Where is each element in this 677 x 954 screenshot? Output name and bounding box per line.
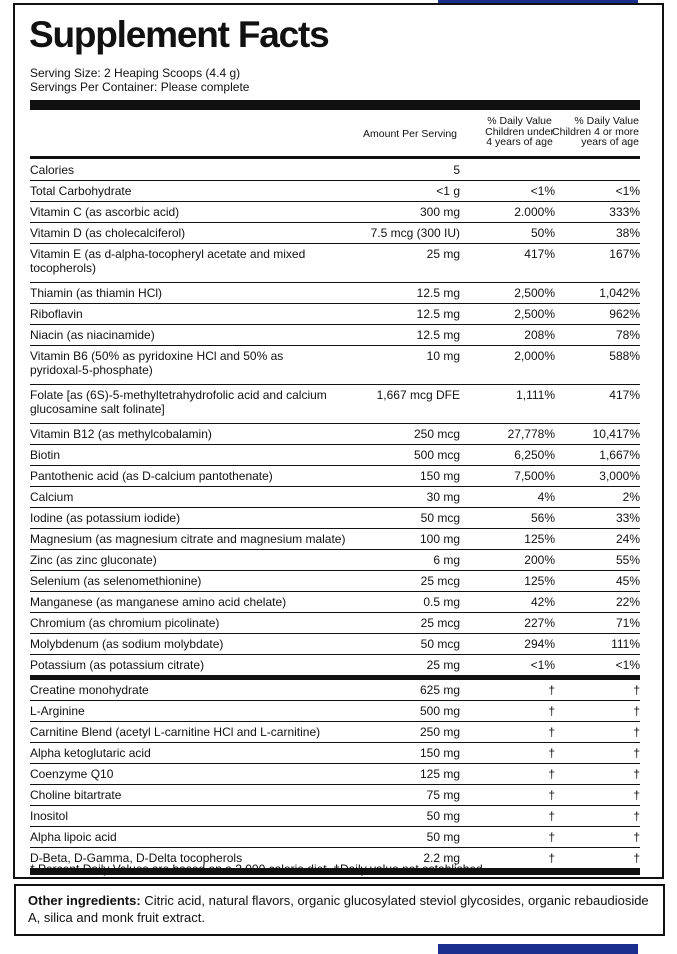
dv-4-plus-value: <1% bbox=[615, 658, 640, 672]
dv-under-4-value: † bbox=[548, 683, 555, 697]
dv-under-4-value: 125% bbox=[524, 532, 555, 546]
nutrient-name bbox=[30, 469, 273, 483]
nutrient-amount: 25 mg bbox=[426, 658, 460, 672]
nutrient-row bbox=[30, 160, 640, 180]
nutrient-amount: 75 mg bbox=[426, 788, 460, 802]
nutrient-name bbox=[30, 307, 83, 321]
nutrient-amount: 500 mcg bbox=[413, 448, 460, 462]
nutrient-amount: 25 mcg bbox=[420, 616, 460, 630]
nutrient-amount: 250 mg bbox=[419, 725, 460, 739]
nutrient-name-line: Vitamin C (as ascorbic acid) bbox=[30, 205, 180, 219]
nutrient-amount: 7.5 mcg (300 IU) bbox=[370, 226, 460, 240]
nutrient-name bbox=[30, 725, 320, 739]
nutrient-name bbox=[30, 658, 204, 672]
nutrient-name-line: Manganese (as manganese amino acid chelate) bbox=[30, 595, 287, 609]
nutrient-row bbox=[30, 613, 640, 633]
nutrient-name-line: Chromium (as chromium picolinate) bbox=[30, 616, 220, 630]
nutrient-name-line: Biotin bbox=[30, 448, 61, 462]
other-ingredients-box bbox=[14, 884, 665, 936]
dv-under-4-value: † bbox=[548, 704, 555, 718]
dv-under-4-value: 227% bbox=[524, 616, 555, 630]
nutrient-amount: 50 mcg bbox=[420, 637, 460, 651]
dv-under-4-value: 42% bbox=[530, 595, 555, 609]
nutrient-name-line: Calcium bbox=[30, 490, 74, 504]
dv-4-plus-value: 33% bbox=[615, 511, 640, 525]
dv-4-plus-value: 1,042% bbox=[599, 286, 640, 300]
nutrient-row bbox=[30, 743, 640, 763]
dv-4-plus-value: † bbox=[633, 767, 640, 781]
nutrient-name bbox=[30, 788, 121, 802]
servings-per-container: Servings Per Container: Please complete bbox=[30, 80, 250, 94]
nutrient-row bbox=[30, 244, 640, 282]
nutrient-name-line: Calories bbox=[30, 163, 75, 177]
dv-under-4-value: 27,778% bbox=[507, 427, 555, 441]
nutrient-name-line: Total Carbohydrate bbox=[30, 184, 132, 198]
nutrient-name bbox=[30, 830, 117, 844]
dv-under-4-header-line: % Daily Value bbox=[487, 115, 552, 127]
nutrient-name bbox=[30, 448, 60, 462]
dv-under-4-value: † bbox=[548, 788, 555, 802]
dv-4-plus-value: 1,667% bbox=[599, 448, 640, 462]
nutrient-name bbox=[30, 226, 185, 240]
dv-4-plus-value: 588% bbox=[609, 349, 640, 363]
nutrient-name bbox=[30, 683, 149, 697]
nutrient-name-line: Folate [as (6S)-5-methyltetrahydrofolic acid and calcium bbox=[30, 388, 327, 402]
dv-4-plus-value: 2% bbox=[622, 490, 640, 504]
nutrient-name-line: L-Arginine bbox=[30, 704, 85, 718]
nutrient-name bbox=[30, 511, 180, 525]
nutrient-amount: 12.5 mg bbox=[416, 328, 460, 342]
nutrient-name-line: Alpha ketoglutaric acid bbox=[30, 746, 151, 760]
nutrient-name-line: Inositol bbox=[30, 809, 69, 823]
nutrient-amount: 5 bbox=[453, 163, 460, 177]
dv-under-4-value: 2.000% bbox=[514, 205, 555, 219]
nutrient-name-line: Vitamin B6 (50% as pyridoxine HCl and 50% as bbox=[30, 349, 284, 363]
nutrient-name bbox=[30, 328, 155, 342]
dv-4-plus-value: 55% bbox=[615, 553, 640, 567]
dv-4-plus-value: <1% bbox=[615, 184, 640, 198]
nutrient-row bbox=[30, 304, 640, 324]
dv-4-plus-value: 10,417% bbox=[592, 427, 640, 441]
header-thick-divider bbox=[30, 100, 640, 110]
dv-4-plus-value: † bbox=[633, 746, 640, 760]
dv-4-plus-value: 22% bbox=[615, 595, 640, 609]
nutrient-name-line: Vitamin D (as cholecalciferol) bbox=[30, 226, 186, 240]
nutrient-name-line: Creatine monohydrate bbox=[30, 683, 149, 697]
nutrient-amount: 30 mg bbox=[426, 490, 460, 504]
nutrient-name bbox=[30, 574, 201, 588]
nutrient-name-line: Potassium (as potassium citrate) bbox=[30, 658, 205, 672]
nutrient-amount: 6 mg bbox=[433, 553, 460, 567]
nutrient-row bbox=[30, 634, 640, 654]
column-header-divider bbox=[30, 156, 640, 159]
nutrient-name bbox=[30, 746, 151, 760]
nutrient-name bbox=[30, 490, 73, 504]
nutrient-row bbox=[30, 785, 640, 805]
dv-under-4-value: † bbox=[548, 851, 555, 865]
dv-4-plus-value: 71% bbox=[615, 616, 640, 630]
daily-value-footnote: * Percent Daily Values are based on a 2,000 calorie diet. †Daily value not established. bbox=[30, 862, 487, 876]
nutrient-row bbox=[30, 346, 640, 384]
dv-4-plus-value: 167% bbox=[609, 247, 640, 261]
dv-under-4-value: <1% bbox=[530, 658, 555, 672]
dv-under-4-value: 1,111% bbox=[516, 388, 555, 402]
nutrient-name bbox=[30, 595, 286, 609]
nutrient-name-line: Iodine (as potassium iodide) bbox=[30, 511, 181, 525]
nutrient-amount: 150 mg bbox=[419, 469, 460, 483]
dv-4-plus-value: 45% bbox=[615, 574, 640, 588]
dv-under-4-value: 417% bbox=[524, 247, 555, 261]
dv-under-4-value: 200% bbox=[524, 553, 555, 567]
nutrient-amount: 50 mg bbox=[426, 830, 460, 844]
nutrient-row bbox=[30, 181, 640, 201]
serving-size: Serving Size: 2 Heaping Scoops (4.4 g) bbox=[30, 66, 241, 80]
nutrient-amount: 500 mg bbox=[419, 704, 460, 718]
nutrient-amount: 50 mg bbox=[426, 809, 460, 823]
nutrient-name-line: Molybdenum (as sodium molybdate) bbox=[30, 637, 224, 651]
nutrient-name-line: Carnitine Blend (acetyl L-carnitine HCl and L-carnitine) bbox=[30, 725, 321, 739]
nutrient-name-line: tocopherols) bbox=[30, 261, 97, 275]
nutrient-row bbox=[30, 223, 640, 243]
nutrient-row bbox=[30, 466, 640, 486]
dv-under-4-header-line: 4 years of age bbox=[486, 136, 553, 148]
nutrient-row bbox=[30, 325, 640, 345]
nutrient-row bbox=[30, 385, 640, 423]
dv-under-4-value: 2,000% bbox=[514, 349, 555, 363]
nutrient-name-line: Vitamin B12 (as methylcobalamin) bbox=[30, 427, 212, 441]
nutrient-amount: <1 g bbox=[436, 184, 460, 198]
nutrient-name-line: Riboflavin bbox=[30, 307, 83, 321]
dv-under-4-value: 2,500% bbox=[514, 286, 555, 300]
nutrient-amount: 25 mcg bbox=[420, 574, 460, 588]
dv-4-plus-header-line: years of age bbox=[581, 136, 639, 148]
nutrient-row bbox=[30, 680, 640, 700]
nutrient-row bbox=[30, 550, 640, 570]
dv-under-4-value: <1% bbox=[530, 184, 555, 198]
nutrient-name-line: Zinc (as zinc gluconate) bbox=[30, 553, 157, 567]
nutrient-amount: 10 mg bbox=[426, 349, 460, 363]
dv-under-4-value: 7,500% bbox=[514, 469, 555, 483]
nutrient-name-line: Selenium (as selenomethionine) bbox=[30, 574, 202, 588]
dv-4-plus-value: † bbox=[633, 683, 640, 697]
dv-4-plus-value: † bbox=[633, 704, 640, 718]
nutrient-name-line: Pantothenic acid (as D-calcium pantothenate) bbox=[30, 469, 273, 483]
nutrient-row bbox=[30, 424, 640, 444]
nutrient-name bbox=[30, 205, 179, 219]
nutrient-amount: 25 mg bbox=[426, 247, 460, 261]
dv-under-4-value: 2,500% bbox=[514, 307, 555, 321]
nutrient-name-line: Alpha lipoic acid bbox=[30, 830, 117, 844]
nutrient-name-line: Magnesium (as magnesium citrate and magnesium malate) bbox=[30, 532, 346, 546]
dv-4-plus-value: 333% bbox=[609, 205, 640, 219]
dv-4-plus-header-line: Children 4 or more bbox=[552, 125, 639, 138]
nutrient-name bbox=[30, 184, 131, 198]
nutrient-name-line: Choline bitartrate bbox=[30, 788, 122, 802]
dv-under-4-value: 294% bbox=[524, 637, 555, 651]
nutrient-row bbox=[30, 592, 640, 612]
nutrient-amount: 2.2 mg bbox=[423, 851, 460, 865]
nutrient-amount: 1,667 mcg DFE bbox=[376, 388, 460, 402]
dv-4-plus-value: 417% bbox=[609, 388, 640, 402]
nutrient-name-line: D-Beta, D-Gamma, D-Delta tocopherols bbox=[30, 851, 243, 865]
panel-title: Supplement Facts bbox=[29, 14, 329, 55]
nutrient-row bbox=[30, 202, 640, 222]
nutrient-row bbox=[30, 806, 640, 826]
nutrient-amount: 12.5 mg bbox=[416, 307, 460, 321]
dv-4-plus-value: † bbox=[633, 809, 640, 823]
dv-4-plus-value: 24% bbox=[615, 532, 640, 546]
nutrient-name bbox=[30, 286, 162, 300]
nutrient-row bbox=[30, 508, 640, 528]
dv-4-plus-header-line: % Daily Value bbox=[574, 115, 639, 127]
nutrient-name bbox=[30, 553, 157, 567]
nutrient-amount: 150 mg bbox=[419, 746, 460, 760]
nutrient-name bbox=[30, 388, 327, 416]
nutrient-name bbox=[30, 809, 68, 823]
dv-under-4-value: 50% bbox=[530, 226, 555, 240]
dv-under-4-value: 56% bbox=[530, 511, 555, 525]
nutrient-amount: 250 mcg bbox=[413, 427, 460, 441]
nutrient-name-line: pyridoxal-5-phosphate) bbox=[30, 363, 153, 377]
dv-4-plus-value: † bbox=[633, 851, 640, 865]
bottom-accent-bar bbox=[438, 944, 638, 954]
nutrient-name-line: Coenzyme Q10 bbox=[30, 767, 114, 781]
nutrient-name bbox=[30, 767, 113, 781]
nutrient-name bbox=[30, 532, 345, 546]
dv-under-4-value: 6,250% bbox=[514, 448, 555, 462]
dv-4-plus-value: 78% bbox=[615, 328, 640, 342]
nutrient-name-line: Vitamin E (as d-alpha-tocopheryl acetate and mixed bbox=[30, 247, 306, 261]
nutrient-row bbox=[30, 487, 640, 507]
dv-4-plus-value: 962% bbox=[609, 307, 640, 321]
nutrient-name bbox=[30, 637, 223, 651]
nutrient-row bbox=[30, 764, 640, 784]
nutrient-row bbox=[30, 283, 640, 303]
other-ingredients-label: Other ingredients: bbox=[28, 893, 141, 908]
nutrient-name-line: Thiamin (as thiamin HCl) bbox=[30, 286, 163, 300]
nutrient-name bbox=[30, 616, 219, 630]
dv-4-plus-value: † bbox=[633, 725, 640, 739]
dv-under-4-value: 4% bbox=[537, 490, 555, 504]
nutrient-row bbox=[30, 655, 640, 675]
nutrient-amount: 125 mg bbox=[419, 767, 460, 781]
dv-4-plus-value: 38% bbox=[615, 226, 640, 240]
nutrient-row bbox=[30, 722, 640, 742]
nutrient-amount: 625 mg bbox=[419, 683, 460, 697]
other-ingredients-text: Citric acid, natural flavors, organic glucosylated steviol glycosides, organic rebaudioside A, silica and monk fruit extract. bbox=[28, 893, 649, 925]
nutrient-amount: 300 mg bbox=[419, 205, 460, 219]
nutrient-amount: 0.5 mg bbox=[423, 595, 460, 609]
nutrient-row bbox=[30, 827, 640, 847]
nutrient-amount: 12.5 mg bbox=[416, 286, 460, 300]
dv-4-plus-value: 111% bbox=[611, 637, 640, 651]
nutrient-row bbox=[30, 529, 640, 549]
dv-4-plus-value: 3,000% bbox=[599, 469, 640, 483]
nutrient-name-line: glucosamine salt folinate] bbox=[30, 402, 165, 416]
dv-under-4-value: 208% bbox=[524, 328, 555, 342]
dv-under-4-header bbox=[485, 116, 554, 148]
dv-4-plus-value: † bbox=[633, 830, 640, 844]
dv-4-plus-value: † bbox=[633, 788, 640, 802]
amount-per-serving-header: Amount Per Serving bbox=[363, 128, 457, 140]
dv-under-4-header-line: Children under bbox=[485, 125, 554, 138]
nutrient-name bbox=[30, 163, 74, 177]
nutrient-row bbox=[30, 571, 640, 591]
dv-4-plus-header bbox=[552, 116, 639, 148]
dv-under-4-value: † bbox=[548, 809, 555, 823]
dv-under-4-value: 125% bbox=[524, 574, 555, 588]
nutrient-name bbox=[30, 704, 85, 718]
dv-under-4-value: † bbox=[548, 767, 555, 781]
nutrient-amount: 50 mcg bbox=[420, 511, 460, 525]
nutrient-row bbox=[30, 445, 640, 465]
supplement-facts-panel bbox=[13, 3, 664, 879]
dv-under-4-value: † bbox=[548, 830, 555, 844]
nutrient-name-line: Niacin (as niacinamide) bbox=[30, 328, 155, 342]
nutrient-row bbox=[30, 701, 640, 721]
nutrient-name bbox=[30, 427, 212, 441]
nutrient-name bbox=[30, 349, 283, 377]
nutrient-name bbox=[30, 247, 305, 275]
dv-under-4-value: † bbox=[548, 725, 555, 739]
dv-under-4-value: † bbox=[548, 746, 555, 760]
nutrient-amount: 100 mg bbox=[419, 532, 460, 546]
